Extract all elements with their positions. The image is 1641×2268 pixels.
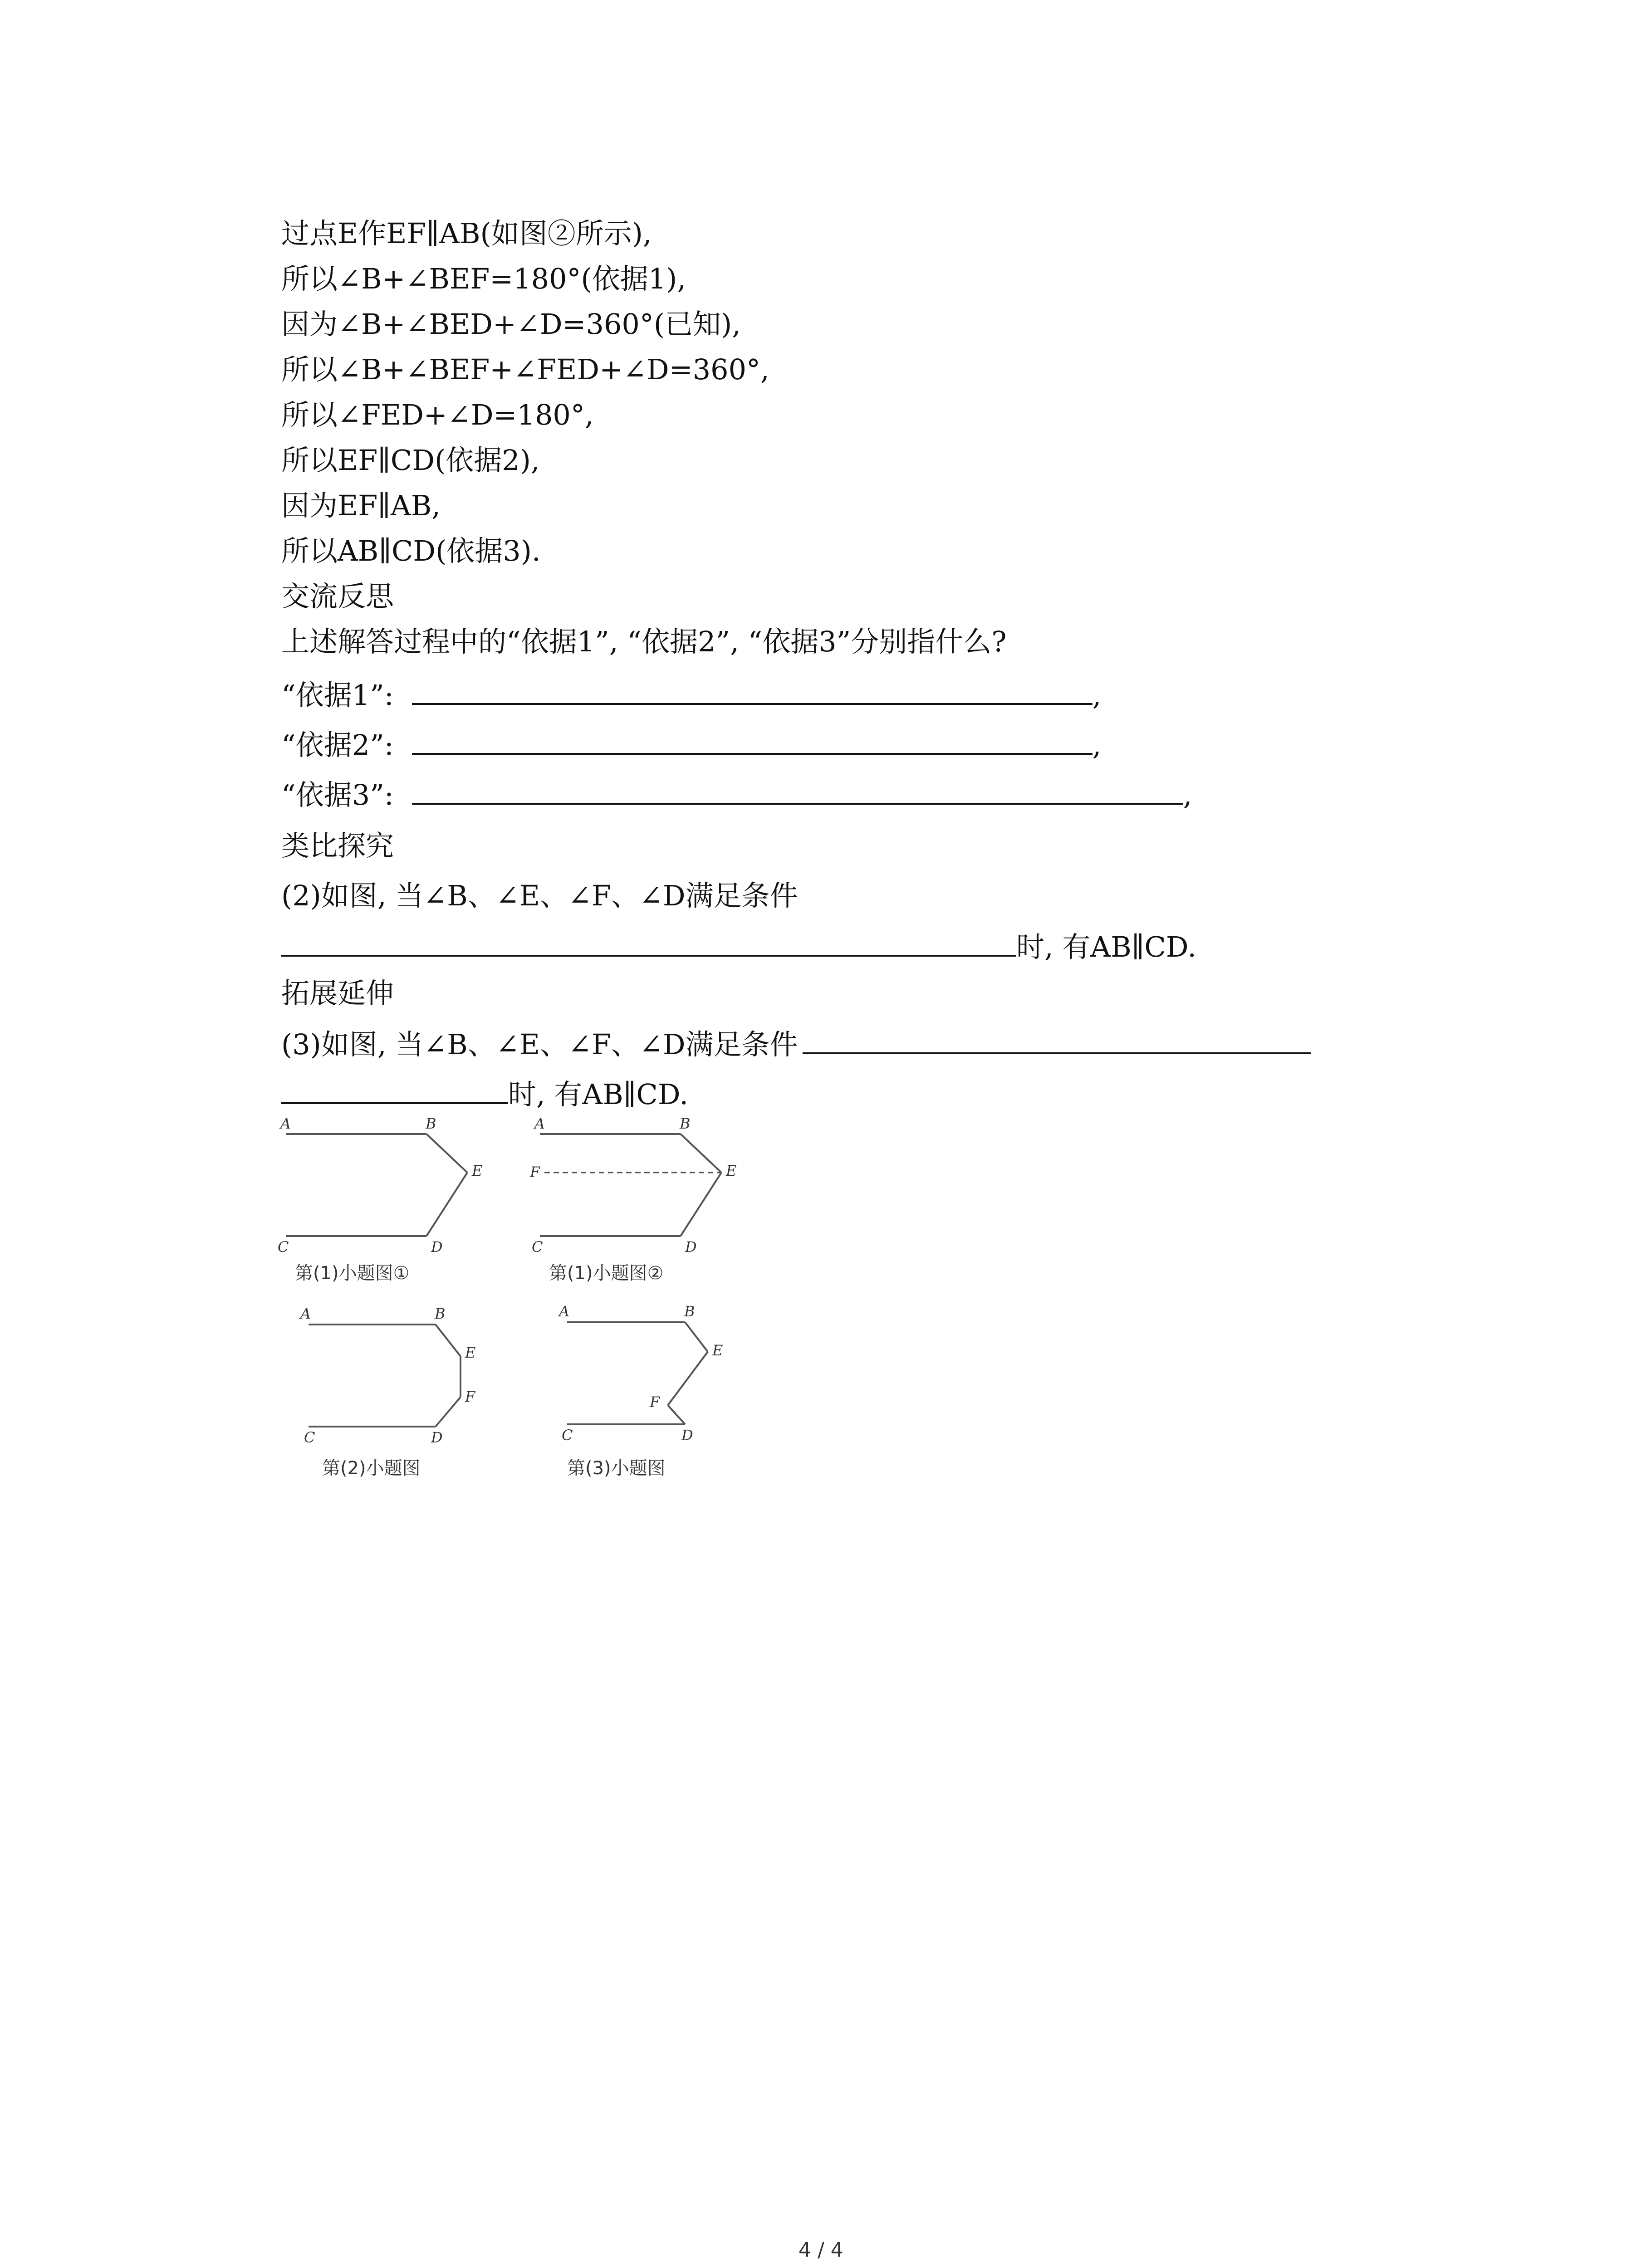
question-3-row bbox=[281, 1025, 1311, 1063]
label-b: B bbox=[684, 1303, 695, 1320]
label-a: A bbox=[559, 1303, 570, 1320]
line-be bbox=[426, 1134, 467, 1173]
label-f: F bbox=[465, 1388, 475, 1405]
figure-2-caption: 第(1)小题图② bbox=[549, 1263, 664, 1284]
answer-label-3: “依据3”: bbox=[281, 778, 394, 811]
label-d: D bbox=[685, 1238, 697, 1256]
answer-blank-1[interactable] bbox=[412, 676, 1092, 705]
label-d: D bbox=[431, 1238, 443, 1256]
label-b: B bbox=[680, 1116, 691, 1132]
label-f: F bbox=[650, 1393, 660, 1411]
label-d: D bbox=[681, 1427, 693, 1444]
label-a: A bbox=[534, 1116, 545, 1132]
section-heading-extension: 拓展延伸 bbox=[281, 977, 394, 1010]
label-d: D bbox=[431, 1429, 443, 1446]
question-3-tail: 时, 有AB∥CD. bbox=[508, 1078, 689, 1111]
section-heading-analogy: 类比探究 bbox=[281, 829, 394, 862]
line-be bbox=[681, 1134, 721, 1173]
answer-end-1: , bbox=[1092, 679, 1102, 712]
label-e: E bbox=[465, 1344, 476, 1361]
answer-end-2: , bbox=[1092, 728, 1102, 762]
line-ef bbox=[668, 1352, 708, 1405]
proof-line-2: 所以∠B+∠BEF=180°(依据1), bbox=[281, 262, 686, 295]
line-be bbox=[436, 1325, 460, 1356]
proof-line-4: 所以∠B+∠BEF+∠FED+∠D=360°, bbox=[281, 353, 769, 386]
label-c: C bbox=[304, 1429, 315, 1446]
label-c: C bbox=[278, 1238, 289, 1256]
figure-1 bbox=[272, 1116, 508, 1256]
label-e: E bbox=[726, 1162, 737, 1179]
question-2-text: (2)如图, 当∠B、∠E、∠F、∠D满足条件 bbox=[281, 879, 798, 912]
proof-line-5: 所以∠FED+∠D=180°, bbox=[281, 398, 594, 431]
answer-label-1: “依据1”: bbox=[281, 679, 394, 712]
answer-blank-2[interactable] bbox=[412, 726, 1092, 755]
section-heading-reflection: 交流反思 bbox=[281, 580, 394, 613]
answer-row-1 bbox=[281, 676, 1101, 714]
figure-4-caption: 第(3)小题图 bbox=[567, 1458, 666, 1479]
proof-line-8: 所以AB∥CD(依据3). bbox=[281, 534, 541, 567]
page-number: 4 / 4 bbox=[798, 2239, 843, 2262]
proof-line-7: 因为EF∥AB, bbox=[281, 489, 441, 522]
question-2-tail: 时, 有AB∥CD. bbox=[1016, 930, 1197, 963]
label-c: C bbox=[532, 1238, 543, 1256]
label-b: B bbox=[426, 1116, 436, 1132]
label-b: B bbox=[435, 1305, 446, 1322]
proof-line-3: 因为∠B+∠BED+∠D=360°(已知), bbox=[281, 308, 741, 341]
answer-blank-3[interactable] bbox=[412, 776, 1183, 805]
label-f: F bbox=[530, 1163, 540, 1181]
label-a: A bbox=[300, 1305, 311, 1322]
figure-1-diagram bbox=[272, 1116, 508, 1256]
figure-4-diagram bbox=[549, 1302, 767, 1452]
label-e: E bbox=[712, 1342, 723, 1359]
label-a: A bbox=[280, 1116, 291, 1132]
figure-1-caption: 第(1)小题图① bbox=[295, 1263, 410, 1284]
question-3-blank[interactable] bbox=[803, 1025, 1311, 1054]
line-fd bbox=[668, 1405, 685, 1424]
answer-label-2: “依据2”: bbox=[281, 728, 394, 762]
answer-end-3: , bbox=[1183, 778, 1192, 811]
answer-row-2 bbox=[281, 726, 1101, 763]
figure-2 bbox=[526, 1116, 762, 1256]
label-e: E bbox=[472, 1162, 483, 1179]
figure-2-diagram bbox=[526, 1116, 762, 1256]
proof-line-1: 过点E作EF∥AB(如图②所示), bbox=[281, 217, 652, 250]
question-3-row-2 bbox=[281, 1075, 688, 1113]
question-3-text: (3)如图, 当∠B、∠E、∠F、∠D满足条件 bbox=[281, 1028, 798, 1061]
question-2-blank[interactable] bbox=[281, 928, 1016, 957]
proof-line-6: 所以EF∥CD(依据2), bbox=[281, 444, 540, 477]
line-ed bbox=[426, 1173, 467, 1236]
figure-4 bbox=[549, 1302, 767, 1452]
question-2-row bbox=[281, 928, 1196, 965]
line-be bbox=[685, 1322, 708, 1352]
answer-row-3 bbox=[281, 776, 1192, 813]
line-fd bbox=[436, 1397, 460, 1427]
question-3-blank-2[interactable] bbox=[281, 1075, 508, 1104]
figure-3-caption: 第(2)小题图 bbox=[322, 1458, 421, 1479]
figure-3 bbox=[290, 1304, 508, 1454]
line-ed bbox=[681, 1173, 721, 1236]
label-c: C bbox=[562, 1427, 573, 1444]
question-basis: 上述解答过程中的“依据1”, “依据2”, “依据3”分别指什么? bbox=[281, 625, 1007, 658]
figure-3-diagram bbox=[290, 1304, 508, 1454]
